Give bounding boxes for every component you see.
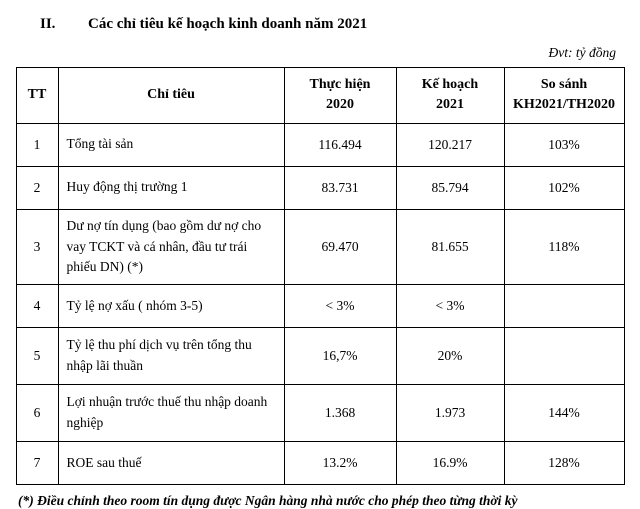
cell-indicator: Tỷ lệ thu phí dịch vụ trên tổng thu nhập lãi thuần (58, 328, 284, 385)
cell-actual: 13.2% (284, 442, 396, 485)
table-row (16, 123, 624, 166)
cell-actual: 69.470 (284, 209, 396, 285)
column-header-plan-line1: Kế hoạch (421, 77, 479, 92)
table-row (16, 385, 624, 442)
column-header-plan-line2: 2021 (436, 97, 464, 113)
table-row (16, 166, 624, 209)
cell-plan: 81.655 (396, 209, 504, 285)
cell-tt: 3 (16, 209, 58, 285)
cell-indicator: Lợi nhuận trước thuế thu nhập doanh nghiệp (58, 385, 284, 442)
cell-tt: 4 (16, 285, 58, 328)
cell-tt: 2 (16, 166, 58, 209)
cell-actual: 1.368 (284, 385, 396, 442)
unit-note: Đvt: tỷ đồng (548, 45, 616, 60)
table-row (16, 442, 624, 485)
cell-compare: 102% (504, 166, 624, 209)
table-body (16, 123, 624, 485)
cell-compare (504, 328, 624, 385)
cell-compare: 103% (504, 123, 624, 166)
cell-indicator: Tổng tài sản (58, 123, 284, 166)
cell-plan: 85.794 (396, 166, 504, 209)
cell-plan: 20% (396, 328, 504, 385)
cell-plan: < 3% (396, 285, 504, 328)
cell-compare: 128% (504, 442, 624, 485)
cell-actual: 16,7% (284, 328, 396, 385)
column-header-actual-line1: Thực hiện (309, 77, 371, 92)
column-header-plan-2021 (396, 68, 504, 124)
cell-actual: 116.494 (284, 123, 396, 166)
cell-tt: 6 (16, 385, 58, 442)
cell-compare: 144% (504, 385, 624, 442)
table-footnote (18, 493, 626, 509)
section-title: Các chỉ tiêu kế hoạch kinh doanh năm 2021 (88, 16, 368, 32)
table-header-row (16, 68, 624, 124)
section-number: II. (40, 16, 56, 32)
table-row (16, 328, 624, 385)
business-plan-table (16, 67, 625, 485)
cell-indicator: Tỷ lệ nợ xấu ( nhóm 3-5) (58, 285, 284, 328)
cell-tt: 7 (16, 442, 58, 485)
column-header-compare-line1: So sánh (540, 77, 588, 92)
cell-indicator: Dư nợ tín dụng (bao gồm dư nợ cho vay TCKT và cá nhân, đầu tư trái phiếu DN) (*) (58, 209, 284, 285)
table-row (16, 209, 624, 285)
cell-tt: 5 (16, 328, 58, 385)
cell-compare (504, 285, 624, 328)
column-header-indicator: Chỉ tiêu (58, 68, 284, 124)
table-row (16, 285, 624, 328)
cell-tt: 1 (16, 123, 58, 166)
table-footnote-text: (*) Điều chỉnh theo room tín dụng được Ngân hàng nhà nước cho phép theo từng thời kỳ (18, 493, 518, 509)
cell-plan: 1.973 (396, 385, 504, 442)
cell-actual: 83.731 (284, 166, 396, 209)
cell-indicator: Huy động thị trường 1 (58, 166, 284, 209)
cell-indicator: ROE sau thuế (58, 442, 284, 485)
cell-actual: < 3% (284, 285, 396, 328)
column-header-actual-line2: 2020 (326, 97, 354, 113)
cell-plan: 120.217 (396, 123, 504, 166)
column-header-comparison (504, 68, 624, 124)
column-header-tt: TT (16, 68, 58, 124)
cell-compare: 118% (504, 209, 624, 285)
column-header-compare-line2: KH2021/TH2020 (513, 97, 615, 113)
column-header-actual-2020 (284, 68, 396, 124)
section-heading (14, 16, 626, 33)
cell-plan: 16.9% (396, 442, 504, 485)
